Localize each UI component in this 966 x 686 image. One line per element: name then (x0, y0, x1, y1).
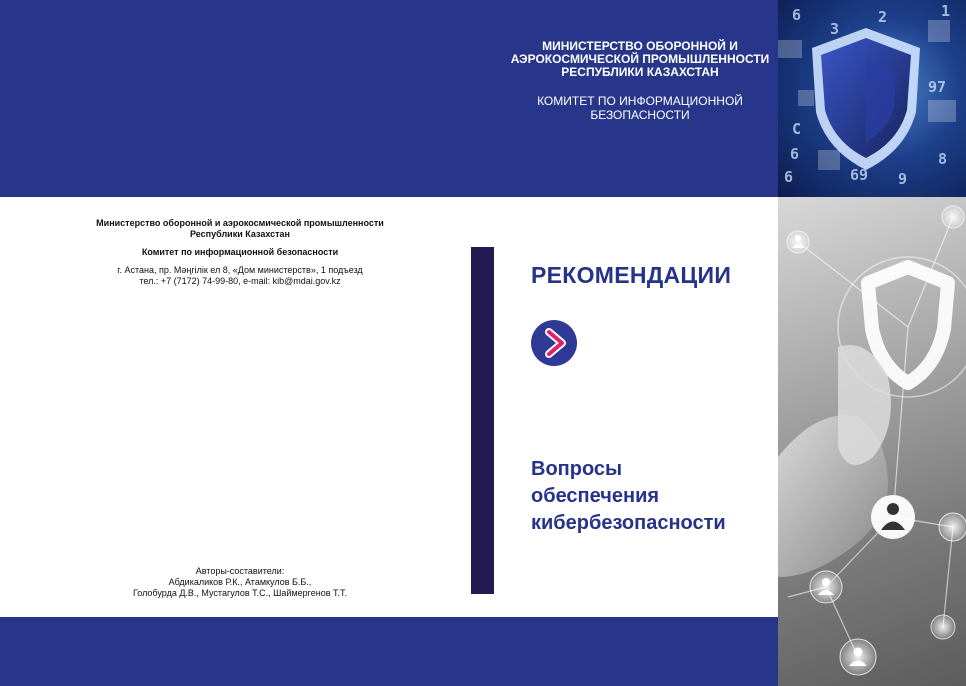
authors-block (60, 566, 420, 599)
publisher-ministry-line: Республики Казахстан (190, 229, 290, 239)
bottom-color-band (0, 617, 778, 686)
hand-network-image (778, 197, 966, 686)
publisher-committee: Комитет по информационной безопасности (141, 247, 339, 257)
cover-committee-line: КОМИТЕТ ПО ИНФОРМАЦИОННОЙ (537, 94, 743, 108)
cover-photo (778, 0, 966, 686)
document-title (531, 456, 771, 537)
photo-digit: 2 (878, 8, 888, 26)
chevron-right-circle-icon (531, 320, 577, 366)
cover-committee-line: БЕЗОПАСНОСТИ (590, 108, 690, 122)
recommendations-heading: РЕКОМЕНДАЦИИ (531, 262, 732, 288)
spine-divider (471, 247, 494, 594)
user-node-icon (840, 639, 876, 675)
network-graphic (778, 197, 966, 686)
photo-digit: 8 (938, 150, 948, 168)
photo-digit: 97 (928, 78, 947, 96)
photo-digit: C (792, 120, 802, 138)
cover-ministry-line: РЕСПУБЛИКИ КАЗАХСТАН (561, 65, 719, 79)
cover-committee-heading (500, 94, 780, 122)
publisher-address: г. Астана, пр. Мәңгілік ел 8, «Дом министерств», 1 подъезд (117, 265, 363, 275)
photo-digit: 6 (790, 145, 800, 163)
cover-ministry-heading (500, 40, 780, 79)
cover-ministry-line: МИНИСТЕРСТВО ОБОРОННОЙ И (542, 39, 738, 53)
document-title-line: Вопросы (531, 458, 623, 480)
authors-label: Авторы-составители: (195, 566, 285, 576)
photo-digit: 6 (784, 168, 794, 186)
authors-line: Голобурда Д.В., Мустагулов Т.С., Шаймергенов Т.Т. (132, 588, 348, 598)
photo-digit: 69 (850, 166, 869, 184)
publisher-info (60, 218, 420, 287)
digital-shield-image (778, 0, 966, 197)
user-node-icon (810, 571, 842, 603)
photo-digit: 9 (898, 170, 908, 188)
photo-digit: 3 (830, 20, 840, 38)
user-node-icon (931, 615, 955, 639)
photo-digit: 1 (941, 2, 951, 20)
publisher-contacts: тел.: +7 (7172) 74-99-80, e-mail: kib@mdai.gov.kz (139, 276, 341, 286)
user-node-icon (787, 231, 809, 253)
shield-icon (778, 0, 966, 197)
user-node-icon (939, 513, 966, 541)
cover-ministry-line: АЭРОКОСМИЧЕСКОЙ ПРОМЫШЛЕННОСТИ (510, 52, 770, 66)
user-node-icon (942, 206, 964, 228)
photo-digit: 6 (792, 6, 802, 24)
publisher-ministry-line: Министерство оборонной и аэрокосмической промышленности (96, 218, 384, 228)
authors-line: Абдикаликов Р.К., Атамкулов Б.Б., (168, 577, 312, 587)
document-title-line: обеспечения (531, 485, 660, 507)
document-title-line: кибербезопасности (531, 512, 726, 534)
user-node-icon (871, 495, 915, 539)
